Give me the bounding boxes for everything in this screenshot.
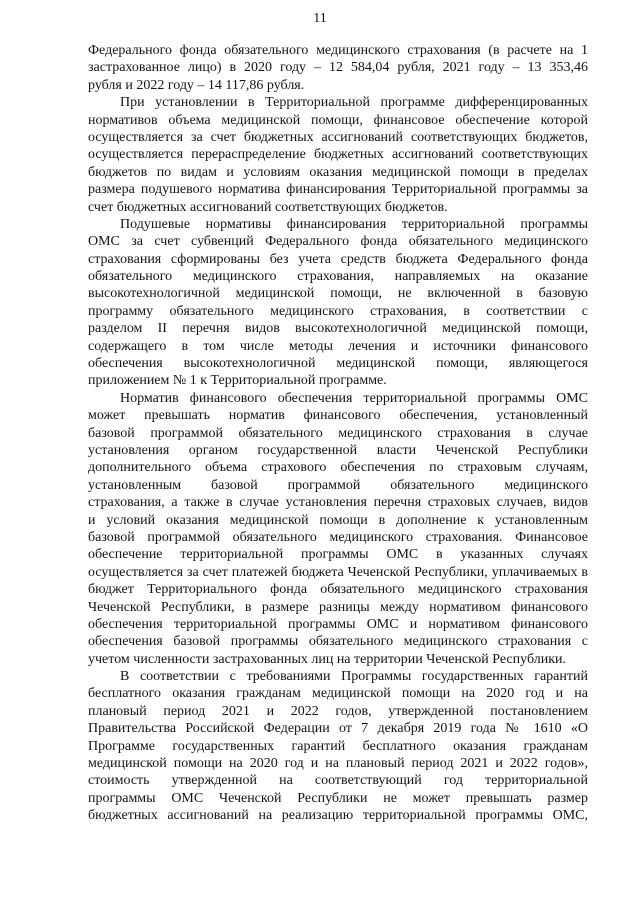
text-line: программу обязательного медицинского страхования, в соответствии с bbox=[88, 303, 588, 319]
text-line: бюджетов по видам и условиям оказания медицинской помощи в пределах bbox=[88, 164, 588, 180]
text-line: Чеченской Республики, в размере разницы между нормативом финансового bbox=[88, 599, 588, 615]
text-line: осуществляется за счет платежей бюджета Чеченской Республики, уплачиваемых в bbox=[88, 564, 588, 580]
text-line: учетом численности застрахованных лиц на территории Чеченской Республики. bbox=[88, 651, 567, 667]
text-line: обязательного медицинского страхования, направляемых на оказание bbox=[88, 269, 588, 285]
text-line: и условий оказания медицинской помощи в дополнение к установленным bbox=[88, 512, 588, 528]
text-line: страхования, а также в случае установления перечня страховых случаев, видов bbox=[88, 495, 588, 511]
text-line: В соответствии с требованиями Программы государственных гарантий bbox=[120, 669, 588, 685]
text-line: бюджетных ассигнований на реализацию территориальной программы ОМС, bbox=[88, 808, 588, 824]
text-line: Правительства Российской Федерации от 7 декабря 2019 года № 1610 «О bbox=[88, 721, 588, 737]
text-line: страхования сформированы без учета средств бюджета Федерального фонда bbox=[88, 251, 588, 267]
text-line: бюджет Территориального фонда обязательного медицинского страхования bbox=[88, 582, 588, 598]
text-line: установленным базовой программой обязательного медицинского bbox=[88, 477, 588, 493]
text-line: обеспечение территориальной программы ОМС в указанных случаях bbox=[88, 547, 588, 563]
text-line: содержащего в том числе методы лечения и источники финансового bbox=[88, 338, 588, 354]
text-line: обеспечения высокотехнологичной медицинской помощи, являющегося bbox=[88, 356, 588, 372]
text-line: базовой программой обязательного медицинского страхования. Финансовое bbox=[88, 529, 588, 545]
paragraph-3 bbox=[88, 216, 588, 390]
text-line: плановый период 2021 и 2022 годов, утвержденной постановлением bbox=[88, 703, 588, 719]
text-line: медицинской помощи на 2020 год и на плановый период 2021 и 2022 годов», bbox=[88, 756, 588, 772]
text-line: Федерального фонда обязательного медицинского страхования (в расчете на 1 bbox=[88, 43, 588, 58]
text-line: осуществляется за счет бюджетных ассигнований соответствующих бюджетов, bbox=[88, 129, 588, 145]
paragraph-5 bbox=[88, 668, 588, 825]
text-line: рубля и 2022 году – 14 117,86 рубля. bbox=[88, 77, 305, 93]
text-line: обеспечения базовой программы обязательного медицинского страхования с bbox=[88, 634, 588, 650]
text-line: счет бюджетных ассигнований соответствующих бюджетов. bbox=[88, 199, 448, 215]
paragraph-1 bbox=[88, 42, 588, 94]
text-line: Подушевые нормативы финансирования территориальной программы bbox=[120, 216, 588, 232]
paragraph-2 bbox=[88, 94, 588, 216]
text-line: высокотехнологичной медицинской помощи, не включенной в базовую bbox=[88, 286, 588, 302]
text-line: программы ОМС Чеченской Республики не может превышать размер bbox=[88, 790, 588, 806]
text-line: бесплатного оказания гражданам медицинской помощи на 2020 год и на bbox=[88, 686, 588, 702]
text-line: установления органом государственной власти Чеченской Республики bbox=[88, 442, 588, 458]
text-line: может превышать норматив финансового обеспечения, установленный bbox=[88, 408, 588, 424]
text-line: базовой программой обязательного медицинского страхования в случае bbox=[88, 425, 588, 441]
text-line: приложением № 1 к Территориальной программе. bbox=[88, 373, 387, 389]
text-line: Норматив финансового обеспечения территориальной программы ОМС bbox=[120, 390, 588, 406]
text-line: ОМС за счет субвенций Федерального фонда обязательного медицинского bbox=[88, 234, 588, 250]
page-number: 11 bbox=[313, 11, 327, 26]
text-line: разделом II перечня видов высокотехнологичной медицинской помощи, bbox=[88, 321, 588, 337]
paragraph-4 bbox=[88, 390, 588, 668]
text-line: обеспечения территориальной программы ОМС и нормативом финансового bbox=[88, 616, 588, 632]
text-line: размера подушевого норматива финансирования Территориальной программы за bbox=[88, 182, 588, 198]
text-line: дополнительного объема страхового обеспечения по страховым случаям, bbox=[88, 460, 588, 476]
text-line: застрахованное лицо) в 2020 году – 12 584,04 рубля, 2021 году – 13 353,46 bbox=[88, 60, 588, 76]
text-line: нормативов объема медицинской помощи, финансовое обеспечение которой bbox=[88, 112, 588, 128]
text-line: При установлении в Территориальной программе дифференцированных bbox=[120, 95, 588, 111]
body-text bbox=[88, 42, 588, 825]
text-line: осуществляется перераспределение бюджетных ассигнований соответствующих bbox=[88, 147, 588, 163]
text-line: стоимость утвержденной на соответствующий год территориальной bbox=[88, 773, 588, 789]
text-line: Программе государственных гарантий бесплатного оказания гражданам bbox=[88, 738, 588, 754]
